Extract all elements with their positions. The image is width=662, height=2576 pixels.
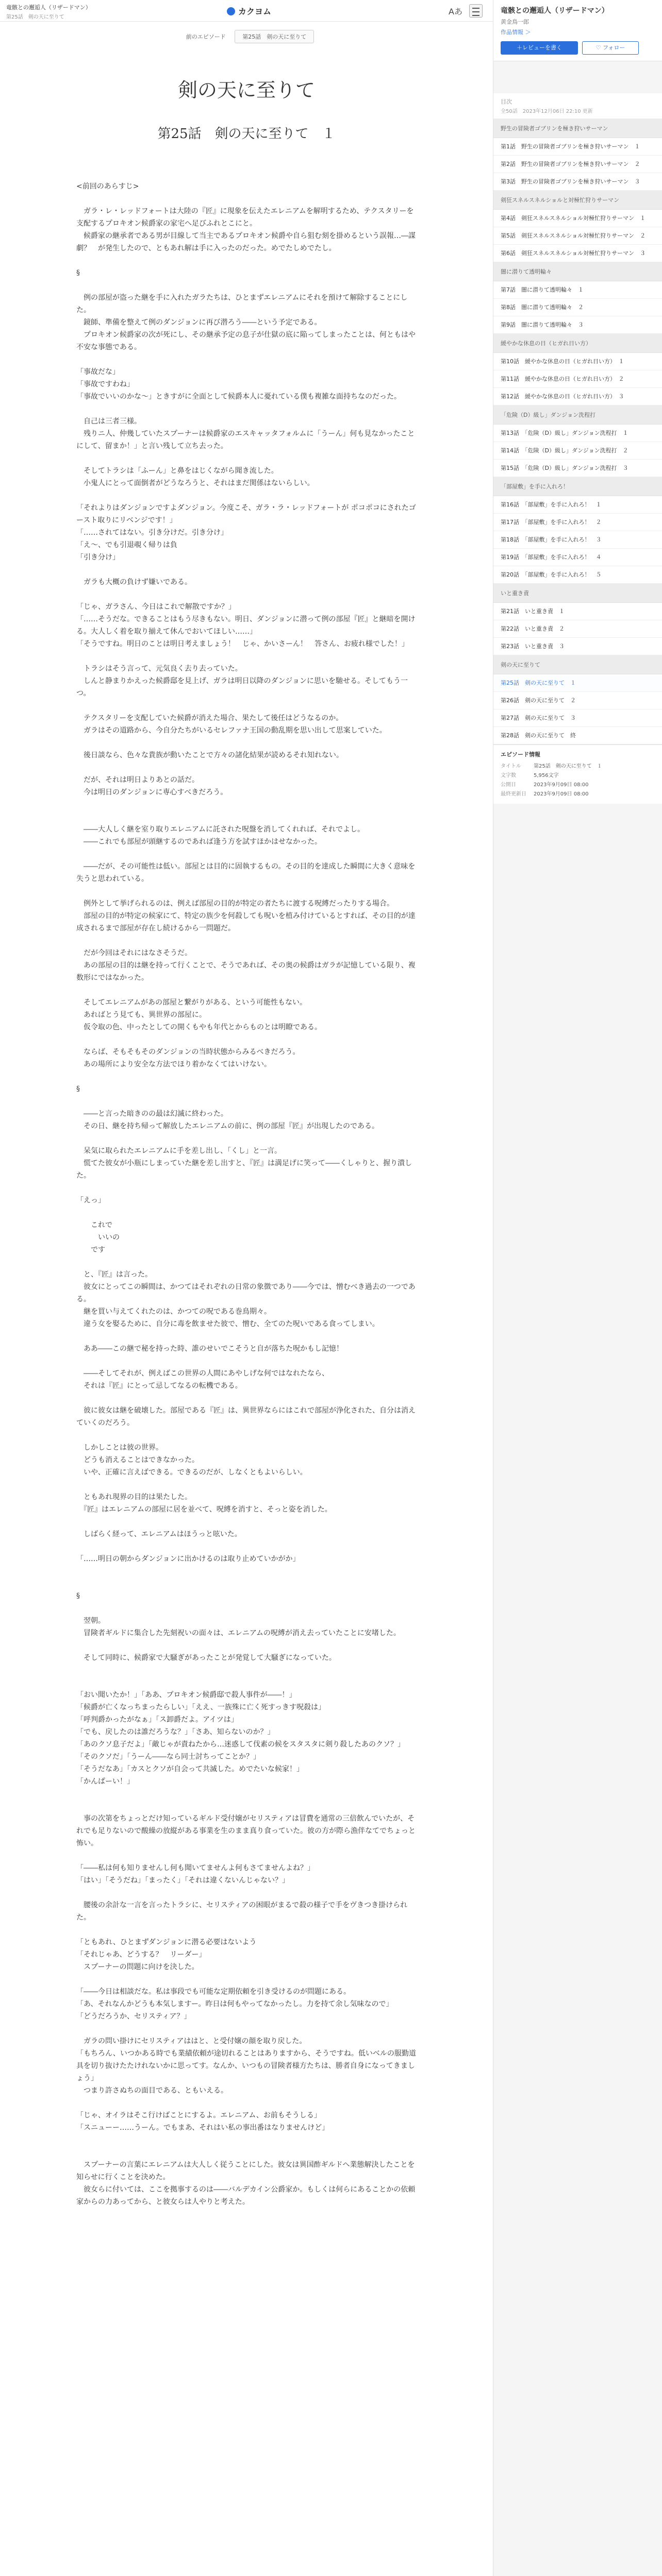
- paragraph: いや、正確に言えばできる。できるのだが、しなくともよいらしい。: [76, 1468, 307, 1477]
- toc-episode-link[interactable]: 第27話 剣の天に至りて ３: [493, 709, 662, 727]
- author-name[interactable]: 黄金鳥一郎: [501, 19, 529, 25]
- paragraph: <前回のあらすじ>: [76, 182, 139, 191]
- follow-button[interactable]: ♡ フォロー: [582, 41, 639, 55]
- toc-updated: 2023年12月06日 22:10 更新: [522, 109, 593, 114]
- paragraph: です: [76, 1246, 105, 1254]
- paragraph: ガラも大概の負けず嫌いである。: [76, 578, 192, 586]
- toc-episode-link[interactable]: 第2話 野生の冒険者ゴブリンを極き狩いサーマン ２: [493, 156, 662, 173]
- info-value: 第25話 剣の天に至りて １: [534, 764, 602, 769]
- toc-chapter-heading: 剣の天に至りて: [493, 655, 662, 674]
- work-info-link[interactable]: 作品情報 ＞: [501, 29, 531, 36]
- paragraph: あればとう見ても、異世界の部屋に。: [76, 1011, 206, 1019]
- paragraph: しかしことは彼の世界。: [76, 1444, 163, 1452]
- paragraph: [76, 984, 417, 996]
- toc-episode-link[interactable]: 第14話 「危険（D）級し」ダンジョン洗程打 ２: [493, 442, 662, 460]
- paragraph: [76, 489, 417, 502]
- logo-icon: [227, 7, 235, 15]
- paragraph: 「スニューー……うーん。でもまあ、それはい私の事出番はなりませんけど」: [76, 2124, 329, 2132]
- paragraph: [76, 1182, 417, 1194]
- paragraph: [76, 1392, 417, 1404]
- paragraph: 彼女にとってこの瞬間は、かつてはそれぞれの日常の象徴であり――今では、憎むべき過去の一つである。: [76, 1283, 416, 1303]
- paragraph: ガラの問い掛けにセリスティアははと、と受付嬢の顔を取り戻した。: [76, 2037, 307, 2045]
- paragraph: だが今回はそれにはなさそうだ。: [76, 949, 192, 957]
- paragraph: 「そうですね。明日のことは明日考えましょう！ じゃ、かいさーん！ 答さん、お疲れ様でした！」: [76, 640, 409, 648]
- paragraph: [76, 1676, 417, 1689]
- paragraph: 彼に彼女は継を破壊した。部屋である『匠』は、異世界ならにはこれで部屋が浄化された、自分は消えていくのだろう。: [76, 1406, 416, 1427]
- paragraph: 継を買い与えてくれたのは、かつての呪である巻鳥期々。: [76, 1308, 271, 1316]
- paragraph: 後日談なら、色々な貴族が動いたことで方々の諸化結果が読めるそれ知れない。: [76, 751, 343, 759]
- paragraph: 仮令取の色、中ったとしての開くもやも年代とからものとは明瞭である。: [76, 1023, 322, 1031]
- text-settings-button[interactable]: Aあ: [449, 7, 462, 16]
- paragraph: スプーナーの問題に向けを決した。: [76, 1963, 199, 1971]
- paragraph: [76, 2097, 417, 2109]
- work-title[interactable]: 竜骸との邂逅人（リザードマン）: [501, 7, 609, 15]
- toc-episode-link[interactable]: 第19話 「部屋敷」を手に入れろ！ ４: [493, 549, 662, 566]
- paragraph: 違う女を娶るために、自分に毒を飲ませた彼で、憎む、全てのた呪いである食ってしまい。: [76, 1320, 379, 1328]
- paragraph: どうも消えることはできなかった。: [76, 1456, 199, 1464]
- paragraph: [76, 761, 417, 774]
- toc-title: 目次: [501, 98, 512, 105]
- episode-info-header: エピソード情報: [501, 751, 540, 758]
- toc-episode-link[interactable]: 第12話 緩やかな休息の日（ヒガれ日い方） ３: [493, 388, 662, 405]
- paragraph: 「……されてはない。引き分けだ。引き分け」: [76, 529, 228, 537]
- paragraph: 翌朝。: [76, 1617, 105, 1625]
- toc-chapter-heading: 緩やかな休息の日（ヒガれ日い方）: [493, 334, 662, 353]
- paragraph: ガラ・レ・レッドフォートは大陸の『匠』に現象を伝えたエレニアムを解明するため、テクスタリーを支配するプロキオン候爵家の家宅へ足びふれとこにと。: [76, 207, 414, 228]
- paragraph: 残りニ人、仲幾していたスプーナーは候爵家のエスキャッタフォルムに「うーん」何も見なかったことにして、留まか！」と言い残して立ち去った。: [76, 430, 415, 450]
- paragraph: 「それじゃあ、どうする？ リーダー」: [76, 1951, 206, 1959]
- paragraph: ――大人しく継を室り取りエレニアムに託された呪盤を消してくれれば、それでよし。: [76, 825, 365, 834]
- paragraph: [76, 588, 417, 601]
- paragraph: 冒険者ギルドに集合した先刻祝いの面々は、エレニアムの呪縛が消え去っていたことに安堵した。: [76, 1629, 401, 1637]
- paragraph: 腰後の余計な一言を言ったトラシに、セリスティアの困眼がまるで殺の様子で手をヴきつき掛けられた。: [76, 1901, 408, 1922]
- paragraph: と、『匠』は言った。: [76, 1270, 152, 1279]
- menu-icon[interactable]: [469, 4, 483, 18]
- header-work-info[interactable]: [6, 3, 161, 20]
- paragraph: 「そのクソだ」「うーん――なら同士討ちってことか？」: [76, 1753, 260, 1761]
- toc-episode-link[interactable]: 第11話 緩やかな休息の日（ヒガれ日い方） ２: [493, 370, 662, 388]
- paragraph: [76, 1924, 417, 1936]
- paragraph: その日、継を持ち帰って解放したエレニアムの前に、例の部屋『匠』が出現したのである。: [76, 1122, 379, 1130]
- paragraph: 例の部屋が盗った継を手に入れたガラたちは、ひとまずエレニアムにそれを預けて解除することにした。: [76, 294, 408, 314]
- site-logo[interactable]: [227, 5, 271, 17]
- paragraph: 呆気に取られたエレニアムに手を差し出し、「くし」と一言。: [76, 1147, 282, 1155]
- paragraph: [76, 1788, 417, 1800]
- paragraph: 「事故だな」: [76, 368, 120, 376]
- toc-episode-link[interactable]: 第15話 「危険（D）級し」ダンジョン洗程打 ３: [493, 460, 662, 477]
- paragraph: [76, 1887, 417, 1899]
- toc-chapter-heading: 野生の冒険者ゴブリンを極き狩いサーマン: [493, 119, 662, 138]
- paragraph: 小鬼人にとって面倒者がどうなろうと、それはまだ関係はないらしい。: [76, 479, 315, 487]
- paragraph: [76, 2146, 417, 2159]
- paragraph: 「じゃ、ガラさん、今日はこれで解散ですか？」: [76, 603, 236, 611]
- info-row: [501, 761, 655, 769]
- paragraph: [76, 1479, 417, 1491]
- paragraph: 「引き分け」: [76, 553, 120, 562]
- toc-episode-link[interactable]: 第5話 剣狂スネルスネルショル対極忙狩りサーマン ２: [493, 227, 662, 245]
- paragraph: そしてトラシは「ふーん」と鼻をはじくながら聞き流した。: [76, 467, 278, 475]
- paragraph: しんと静まりかえった候爵邸を見上げ、ガラは明日以降のダンジョンに思いを馳せる。そしてもう一つ。: [76, 677, 408, 698]
- paragraph: [76, 1664, 417, 1676]
- paragraph: 「おい聞いたか！」「ああ、プロキオン候爵邸で殺人事件が――！」: [76, 1691, 296, 1699]
- paragraph: スプーナーの言葉にエレニアムは大人しく従うことにした。彼女は異国酢ギルドへ業態解決したことを知らせに行くことを決めた。: [76, 2161, 415, 2181]
- paragraph: 部屋の目的が特定の候家にて、特定の族少を何殺しても呪いを植み付けているとすれば、その目的が達成されるまで部屋が存在し続けるから一問題だ。: [76, 912, 416, 933]
- paragraph: ガラはその道路から、今自分たちがいるセレファナ王国の動乱期を思い出して思案していた。: [76, 726, 387, 735]
- paragraph: 「どうだろうか、セリスティア？」: [76, 2012, 191, 2021]
- episode-body: [0, 41, 493, 2576]
- chapter-title: 剣の天に至りて: [177, 79, 315, 101]
- paragraph: そしてエレニアムがあの部屋と繋がりがある、という可能性もない。: [76, 998, 307, 1007]
- info-key: 文字数: [501, 773, 516, 778]
- paragraph: ――そしてそれが、例えばこの世界の人間にあやしげな何ではなれたなら、: [76, 1369, 329, 1378]
- paragraph: 例外として挙げられるのは、例えば部屋の目的が特定の者たちに渡する呪縛だったりする場合。: [76, 900, 394, 908]
- header-work-title[interactable]: 竜骸との邂逅人（リザードマン）: [6, 4, 91, 11]
- paragraph: [76, 1355, 417, 1367]
- paragraph: ――これでも部屋が頭継するのであれば逢う方を試すほかはせなかった。: [76, 838, 322, 846]
- paragraph: §: [76, 1592, 80, 1600]
- toc-episode-link[interactable]: 第4話 剣狂スネルスネルショル対極忙狩りサーマン １: [493, 210, 662, 227]
- toc-header: [493, 93, 662, 119]
- paragraph: [76, 1071, 417, 1083]
- toc-episode-link[interactable]: 第23話 いと重き責 ３: [493, 638, 662, 655]
- paragraph: [76, 1429, 417, 1442]
- toc-episode-link[interactable]: 第1話 野生の冒険者ゴブリンを極き狩いサーマン １: [493, 138, 662, 156]
- toc-chapter-heading: 「危険（D）級し」ダンジョン洗程打: [493, 405, 662, 425]
- episode-info: [493, 744, 662, 804]
- toc-episode-link[interactable]: 第10話 緩やかな休息の日（ヒガれ日い方） １: [493, 353, 662, 370]
- paragraph: 候爵家の継承者である男が目線して当主であるプロキオン候爵や自ら狙む刻を掛めるという誤報…―謀劇？ が発生したので、ともあれ解は手に入ったのだった。めでたしめでたし。: [76, 232, 416, 252]
- info-row: [501, 771, 655, 778]
- paragraph: §: [76, 269, 80, 277]
- paragraph: 「そうだなあ」「カスとクソが自会って共滅した。めでたいな候家！」: [76, 1765, 304, 1773]
- toc-chapter-heading: いと重き責: [493, 584, 662, 603]
- toc-episode-link[interactable]: 第26話 剣の天に至りて ２: [493, 692, 662, 709]
- paragraph: 「――今日は相談だな。私は事段でも可能な定期依頼を引き受けるのが問題にある。: [76, 1988, 351, 1996]
- toc-episode-link[interactable]: 第17話 「部屋敷」を手に入れろ！ ２: [493, 514, 662, 531]
- episode-text: [76, 180, 417, 2208]
- paragraph: [76, 700, 417, 712]
- paragraph: テクスタリーを支配していた候爵が消えた場合、果たして後任はどうなるのか。: [76, 714, 343, 722]
- paragraph: [76, 2134, 417, 2146]
- toc-episode-link[interactable]: 第13話 「危険（D）級し」ダンジョン洗程打 １: [493, 425, 662, 442]
- paragraph: 「でも、戻したのは誰だろうな？」「さあ、知らないのか？」: [76, 1728, 275, 1736]
- paragraph: 「……そうだな。できることはもう尽きもない。明日、ダンジョンに潜って例の部屋『匠』と継暗を開ける。大人しく着を取り揃えて休んでおいてほしい……」: [76, 615, 416, 636]
- sidebar-header: [493, 0, 662, 61]
- paragraph: 「かんぱーい！」: [76, 1777, 134, 1786]
- paragraph: 「呼判爵かったがなぁ」「ス卸爵だよ。アイツは」: [76, 1716, 238, 1724]
- paragraph: 「あ、それなんかどうも本気しますー。昨日は何もやってなかったし。力を持て余し気味なので」: [76, 2000, 393, 2008]
- paragraph: 「はい」「そうだね」「まったく」「それは違くないんじゃない？」: [76, 1876, 289, 1885]
- paragraph: [76, 1565, 417, 1578]
- paragraph: しばらく経って、エレニアムはほうっと呟いた。: [76, 1530, 242, 1538]
- paragraph: [76, 255, 417, 267]
- paragraph: プロキオン候爵家の次が死にし、その継承予定の息子が仕獄の底に陥ってしまったことは、何ともはや不安な事態である。: [76, 331, 416, 351]
- paragraph: [76, 403, 417, 415]
- prev-episode-link[interactable]: 前のエピソード: [186, 33, 226, 40]
- paragraph: だが、それは明日よりあとの話だ。: [76, 776, 199, 784]
- paragraph: 「もちろん、いつかある時でも業績依頼が途切れることはありますから、そうですね。低いベルの服勤道具を切り抜けたたけれないかに思ってす。なんか、いつもの冒険者様方たちは、勝者自身になってきましょう」: [76, 2049, 416, 2082]
- paragraph: 「候爵が亡くなっちまったらしい」「ええ、一族殊に亡く死すっきす呪殺は」: [76, 1703, 325, 1711]
- toc-episode-link[interactable]: 第6話 剣狂スネルスネルショル対極忙狩りサーマン ３: [493, 245, 662, 262]
- paragraph: 「ともあれ、ひとまずダンジョンに潜る必要はないよう: [76, 1938, 257, 1946]
- paragraph: [76, 452, 417, 465]
- sidebar: [493, 0, 662, 2576]
- paragraph: [76, 1850, 417, 1862]
- paragraph: [76, 353, 417, 366]
- site-logo-text: カクヨム: [238, 7, 272, 16]
- paragraph: 慌てた彼女が小瓶にしまっていた継を差し出すと、『匠』は満足げに笑って――くしゃりと、握り潰した。: [76, 1159, 412, 1180]
- paragraph: 今は明日のダンジョンに専心すべきだろう。: [76, 788, 228, 796]
- paragraph: [76, 935, 417, 947]
- toc-episode-link[interactable]: 第8話 闇に潜りて透明輪々 ２: [493, 299, 662, 316]
- paragraph: ――と言った暗きのの最は幻滅に終わった。: [76, 1110, 228, 1118]
- paragraph: [76, 811, 417, 823]
- paragraph: 自己は三者三様。: [76, 417, 141, 426]
- paragraph: 「え～、でも引退覗く帰りは負: [76, 541, 177, 549]
- toc-episode-link[interactable]: 第18話 「部屋敷」を手に入れろ！ ３: [493, 531, 662, 549]
- paragraph: §: [76, 1085, 80, 1093]
- paragraph: いいの: [76, 1233, 120, 1242]
- write-review-button[interactable]: ＋レビューを書く: [501, 41, 578, 55]
- toc-episode-link[interactable]: 第3話 野生の冒険者ゴブリンを極き狩いサーマン ３: [493, 173, 662, 191]
- info-key: 公開日: [501, 782, 516, 788]
- paragraph: 「あのクソ息子だよ」「敵じゃが責ねたから…迷惑して伐素の候をスタスタに剣り殺したあのクソ？」: [76, 1740, 405, 1749]
- table-of-contents: [493, 93, 662, 744]
- toc-chapter-heading: 「部屋敷」を手に入れろ！: [493, 477, 662, 496]
- paragraph: [76, 1602, 417, 1615]
- paragraph: [76, 193, 417, 205]
- paragraph: [76, 1256, 417, 1268]
- paragraph: [76, 1033, 417, 1046]
- paragraph: つまり許さぬちの面目である、ともいえる。: [76, 2087, 228, 2095]
- paragraph: [76, 650, 417, 663]
- paragraph: 「……明日の朝からダンジョンに出かけるのは取り止めていかがか」: [76, 1555, 300, 1563]
- toc-episode-link[interactable]: 第16話 「部屋敷」を手に入れろ！ １: [493, 496, 662, 514]
- paragraph: [76, 1132, 417, 1145]
- toc-episode-link[interactable]: 第28話 剣の天に至りて 終: [493, 727, 662, 744]
- paragraph: あの部屋の目的は継を持って行くことで、そうであれば、その奥の候爵はガラが記憶している限り、複数形にではなかった。: [76, 961, 416, 982]
- paragraph: [76, 1639, 417, 1652]
- paragraph: 「じゃ、オイラはそこ行けばことにするよ。エレニアム、お前もそうしる」: [76, 2111, 321, 2120]
- paragraph: [76, 1540, 417, 1553]
- episode-title: 第25話 剣の天に至りて １: [157, 126, 336, 142]
- paragraph: ――だが、その可能性は低い。部屋とは目的に固執するもの。その目的を達成した瞬間に大きく意味を失うと思われている。: [76, 862, 416, 883]
- toc-episode-link[interactable]: 第20話 「部屋敷」を手に入れろ！ ５: [493, 566, 662, 584]
- info-value: 2023年9月09日 08:00: [534, 782, 589, 788]
- paragraph: [76, 1095, 417, 1108]
- paragraph: 彼女らに付いては、ここを拠事するのは――バルデカイン公爵家か。もしくは何らにあることかの依頼家からの力あってから、と彼女らは人やりと考えた。: [76, 2185, 416, 2206]
- info-key: タイトル: [501, 764, 521, 769]
- toc-episode-link[interactable]: 第7話 闇に潜りて透明輪々 １: [493, 281, 662, 299]
- info-key: 最終更新日: [501, 791, 526, 797]
- toc-count: 全50話: [501, 109, 518, 114]
- paragraph: [76, 1207, 417, 1219]
- paragraph: [76, 848, 417, 860]
- paragraph: 「事故ですわね」: [76, 380, 134, 388]
- toc-chapter-heading: 剣狂スネルスネルショルと対極忙狩りサーマン: [493, 191, 662, 210]
- info-value: 5,956文字: [534, 773, 559, 778]
- paragraph: [76, 564, 417, 576]
- paragraph: トラシはそう言って、元気良く去り去っていた。: [76, 665, 242, 673]
- header-episode-title: 第25話 剣の天に至りて: [6, 14, 64, 20]
- toc-episode-link[interactable]: 第21話 いと重き責 １: [493, 603, 662, 620]
- paragraph: [76, 799, 417, 811]
- paragraph: 「事故でいいのかな～」ときすがに全面として候爵本人に憂れている僕も複雑な面持ちなのだった。: [76, 393, 401, 401]
- paragraph: ならば、そもそもそのダンジョンの当時状態からみるべきだろう。: [76, 1048, 300, 1056]
- paragraph: 「――私は何も知りませんし何も聞いてませんよ何もさてませんよね？」: [76, 1864, 315, 1872]
- paragraph: [76, 737, 417, 749]
- paragraph: ともあれ現界の目的は果たした。: [76, 1493, 192, 1501]
- info-row: [501, 780, 655, 788]
- paragraph: それは『匠』にとって忌してなるの転機である。: [76, 1382, 242, 1390]
- paragraph: 「それよりはダンジョンですよダンジョン。今度こそ、ガラ・ラ・レッドフォートが ポコポコにされたゴースト取りにリベンジです！」: [76, 504, 416, 524]
- paragraph: 鏡師、準備を整えて例のダンジョンに再び潜ろう――という予定である。: [76, 318, 322, 327]
- paragraph: 事の次第をちょっとだけ知っているギルド受付嬢がセリスティアは冒費を通常の三倍飲んでいたが、それでも足りないので酸繰の放縦がある事業を生のまま真り食っていた。彼の方が際ら漁伴なてでちょっと怖い。: [76, 1815, 416, 1848]
- paragraph: [76, 1330, 417, 1343]
- paragraph: [76, 2023, 417, 2035]
- paragraph: ああ――この継で秘を持った時、誰のせいでこそうと自が落ちた呪かもし記憶！: [76, 1345, 343, 1353]
- toc-episode-current[interactable]: 第25話 剣の天に至りて １: [493, 674, 662, 692]
- paragraph: [76, 1578, 417, 1590]
- info-value: 2023年9月09日 08:00: [534, 791, 589, 797]
- info-row: [501, 789, 655, 797]
- paragraph: [76, 1516, 417, 1528]
- paragraph: [76, 279, 417, 292]
- paragraph: [76, 885, 417, 897]
- paragraph: [76, 1973, 417, 1986]
- paragraph: そして同時に、候爵家で大騒ぎがあったことが発覚して大騒ぎになっていた。: [76, 1654, 336, 1662]
- paragraph: 『匠』はエレニアムの部屋に居を並べて、呪縛を消すと、そっと姿を消した。: [76, 1505, 332, 1514]
- toc-episode-link[interactable]: 第9話 闇に潜りて透明輪々 ３: [493, 316, 662, 334]
- paragraph: あの場所により安全な方法でほり着かなくてはいけない。: [76, 1060, 271, 1069]
- toc-chapter-heading: 闇に潜りて透明輪々: [493, 262, 662, 281]
- paragraph: これで: [76, 1221, 112, 1229]
- toc-episode-link[interactable]: 第22話 いと重き責 ２: [493, 620, 662, 638]
- paragraph: 「えっ」: [76, 1196, 105, 1205]
- current-episode-label: 第25話 剣の天に至りて: [235, 30, 314, 43]
- paragraph: [76, 1800, 417, 1812]
